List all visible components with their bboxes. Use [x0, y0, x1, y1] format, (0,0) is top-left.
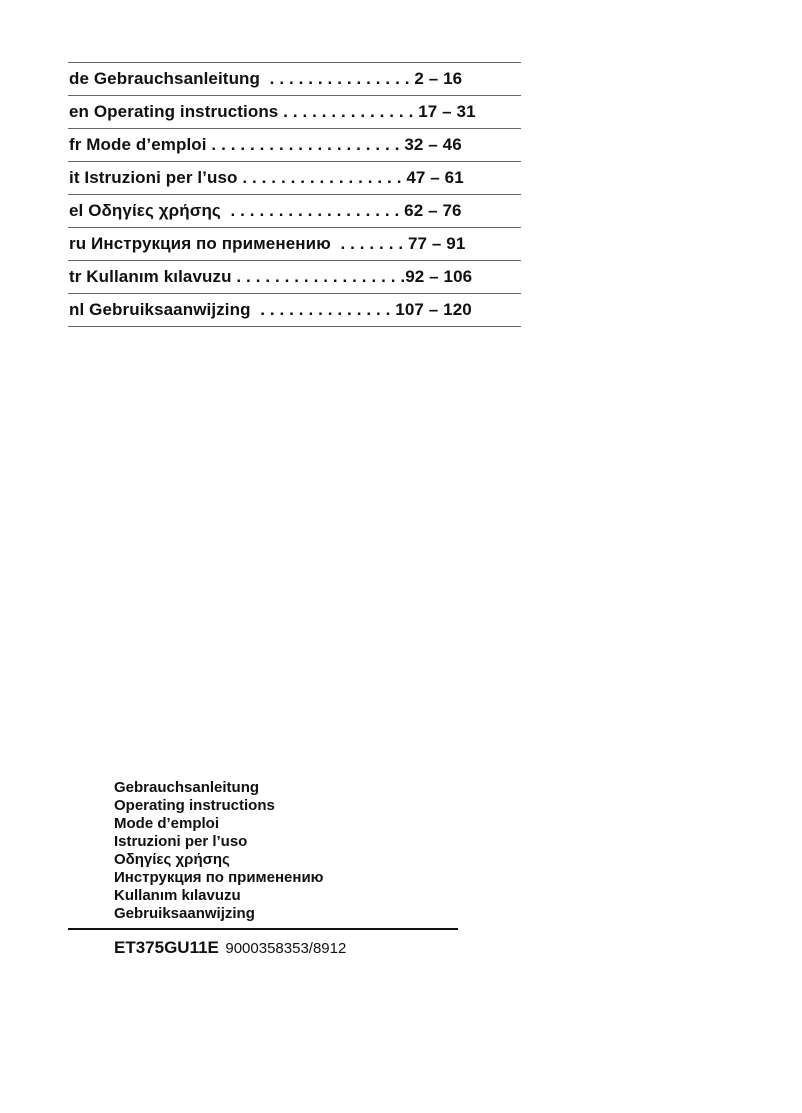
- toc-entry-text: en Operating instructions . . . . . . . . . . . . . . 17 – 31: [69, 102, 476, 121]
- divider-line: [68, 928, 458, 930]
- toc-entry-en[interactable]: [68, 96, 521, 129]
- toc-entry-text: el Οδηγίες χρήσης . . . . . . . . . . . . . . . . . . 62 – 76: [69, 201, 462, 220]
- title-it: Istruzioni per l’uso: [114, 833, 248, 850]
- toc-entry-nl[interactable]: [68, 294, 521, 327]
- toc-entry-text: tr Kullanım kılavuzu . . . . . . . . . . . . . . . . . .92 – 106: [69, 267, 473, 286]
- title-tr: Kullanım kılavuzu: [114, 887, 241, 904]
- model-line: [114, 938, 346, 958]
- toc-entry-de[interactable]: [68, 63, 521, 96]
- toc-entry-text: it Istruzioni per l’uso . . . . . . . . . . . . . . . . . 47 – 61: [69, 168, 464, 187]
- model-number: ET375GU11E: [114, 938, 219, 957]
- document-code: 9000358353/8912: [225, 940, 347, 957]
- toc-entry-text: fr Mode d’emploi . . . . . . . . . . . . . . . . . . . . 32 – 46: [69, 135, 462, 154]
- table-of-contents: [68, 62, 521, 327]
- toc-entry-tr[interactable]: [68, 261, 521, 294]
- toc-entry-fr[interactable]: [68, 129, 521, 162]
- toc-entry-text: ru Инструкция по применению . . . . . . . 77 – 91: [69, 234, 466, 253]
- title-nl: Gebruiksaanwijzing: [114, 905, 255, 922]
- title-de: Gebrauchsanleitung: [114, 779, 260, 796]
- toc-entry-ru[interactable]: [68, 228, 521, 261]
- toc-entry-text: de Gebrauchsanleitung . . . . . . . . . . . . . . . 2 – 16: [69, 69, 463, 88]
- title-en: Operating instructions: [114, 797, 275, 814]
- toc-entry-el[interactable]: [68, 195, 521, 228]
- title-el: Οδηγίες χρήσης: [114, 851, 230, 868]
- title-ru: Инструкция по применению: [114, 869, 324, 886]
- document-titles: [114, 779, 323, 923]
- title-fr: Mode d’emploi: [114, 815, 219, 832]
- toc-entry-text: nl Gebruiksaanwijzing . . . . . . . . . . . . . . 107 – 120: [69, 300, 472, 319]
- toc-entry-it[interactable]: [68, 162, 521, 195]
